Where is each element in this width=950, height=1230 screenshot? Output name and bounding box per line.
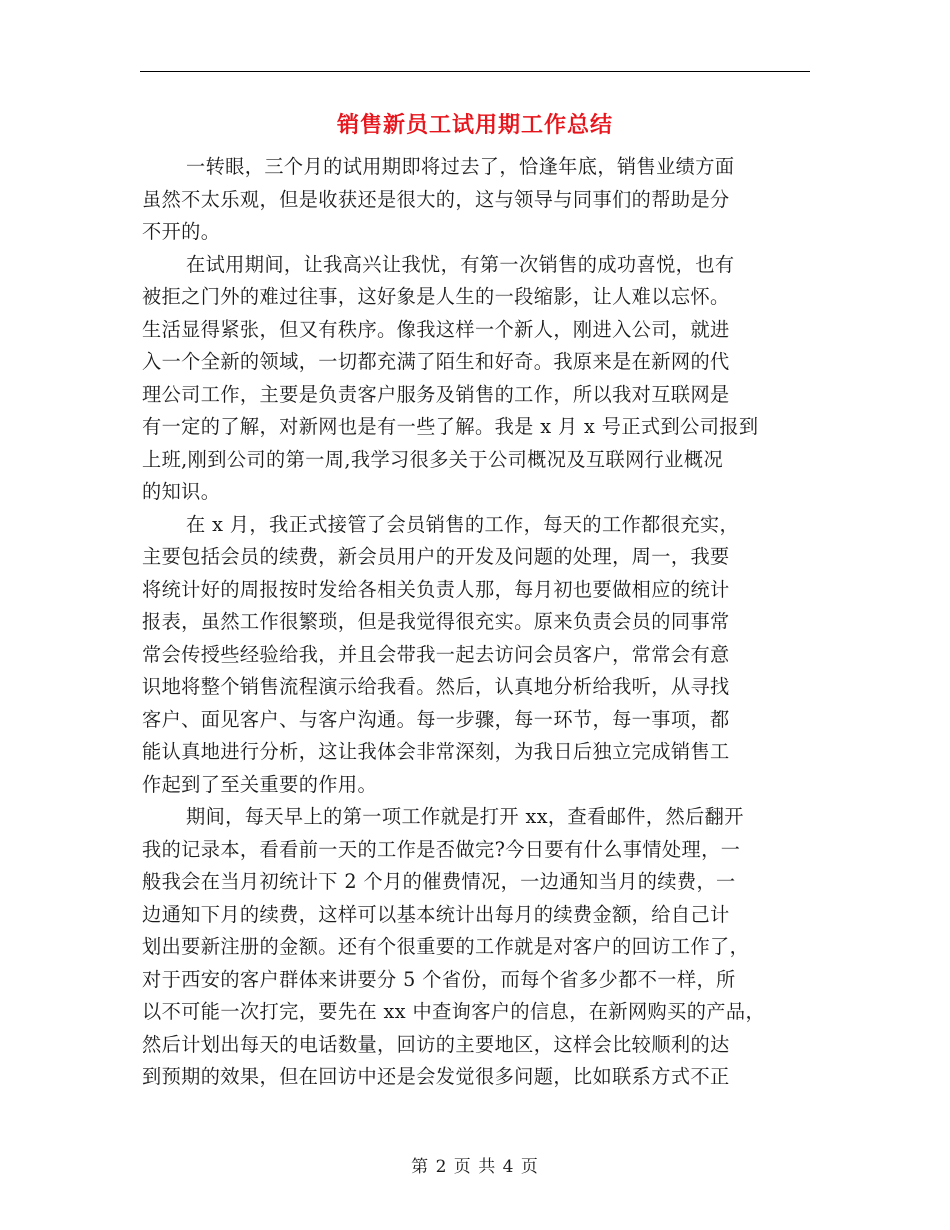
text-line: 到预期的效果，但在回访中还是会发觉很多问题，比如联系方式不正 [142, 1065, 730, 1088]
text-line: 有一定的了解，对新网也是有一些了解。我是 x 月 x 号正式到公司报到 [142, 415, 759, 438]
text-line: 能认真地进行分析，这让我体会非常深刻，为我日后独立完成销售工 [142, 740, 730, 763]
text-line: 划出要新注册的金额。还有个很重要的工作就是对客户的回访工作了， [142, 935, 750, 958]
page-number-footer: 第 2 页 共 4 页 [411, 1157, 539, 1177]
text-line: 虽然不太乐观，但是收获还是很大的，这与领导与同事们的帮助是分 [142, 187, 730, 211]
text-line: 报表，虽然工作很繁琐，但是我觉得很充实。原来负责会员的同事常 [142, 610, 730, 633]
text-line: 边通知下月的续费，这样可以基本统计出每月的续费金额，给自己计 [142, 902, 730, 926]
text-line: 一转眼，三个月的试用期即将过去了，恰逢年底，销售业绩方面 [186, 155, 735, 178]
text-line: 将统计好的周报按时发给各相关负责人那，每月初也要做相应的统计 [142, 577, 730, 601]
text-line: 识地将整个销售流程演示给我看。然后，认真地分析给我听，从寻找 [142, 675, 730, 698]
text-line: 生活显得紧张，但又有秩序。像我这样一个新人，刚进入公司，就进 [142, 317, 730, 341]
text-line: 在试用期间，让我高兴让我忧，有第一次销售的成功喜悦，也有 [186, 252, 735, 276]
text-line: 不开的。 [142, 220, 221, 243]
document-title: 销售新员工试用期工作总结 [336, 112, 613, 138]
text-line: 的知识。 [142, 480, 221, 503]
text-line: 以不可能一次打完，要先在 xx 中查询客户的信息，在新网购买的产品， [142, 1000, 766, 1023]
text-line: 被拒之门外的难过往事，这好象是人生的一段缩影，让人难以忘怀。 [142, 285, 730, 308]
text-line: 客户、面见客户、与客户沟通。每一步骤，每一环节，每一事项，都 [142, 707, 730, 731]
text-line: 理公司工作，主要是负责客户服务及销售的工作，所以我对互联网是 [142, 382, 730, 406]
text-line: 期间，每天早上的第一项工作就是打开 xx，查看邮件，然后翻开 [186, 805, 744, 828]
text-line: 然后计划出每天的电话数量，回访的主要地区，这样会比较顺利的达 [142, 1032, 730, 1056]
text-line: 我的记录本，看看前一天的工作是否做完?今日要有什么事情处理，一 [142, 837, 741, 861]
text-line: 入一个全新的领域，一切都充满了陌生和好奇。我原来是在新网的代 [142, 350, 730, 373]
text-line: 上班,刚到公司的第一周,我学习很多关于公司概况及互联网行业概况 [142, 447, 724, 471]
text-line: 般我会在当月初统计下 2 个月的催费情况，一边通知当月的续费，一 [142, 870, 736, 893]
text-line: 对于西安的客户群体来讲要分 5 个省份，而每个省多少都不一样，所 [142, 967, 736, 991]
text-line: 作起到了至关重要的作用。 [142, 772, 378, 796]
header-rule [140, 71, 810, 72]
text-line: 常会传授些经验给我，并且会带我一起去访问会员客户，常常会有意 [142, 642, 730, 666]
document-body [142, 151, 810, 1094]
text-line: 主要包括会员的续费，新会员用户的开发及问题的处理，周一，我要 [142, 545, 730, 568]
text-line: 在 x 月，我正式接管了会员销售的工作，每天的工作都很充实， [186, 512, 740, 536]
